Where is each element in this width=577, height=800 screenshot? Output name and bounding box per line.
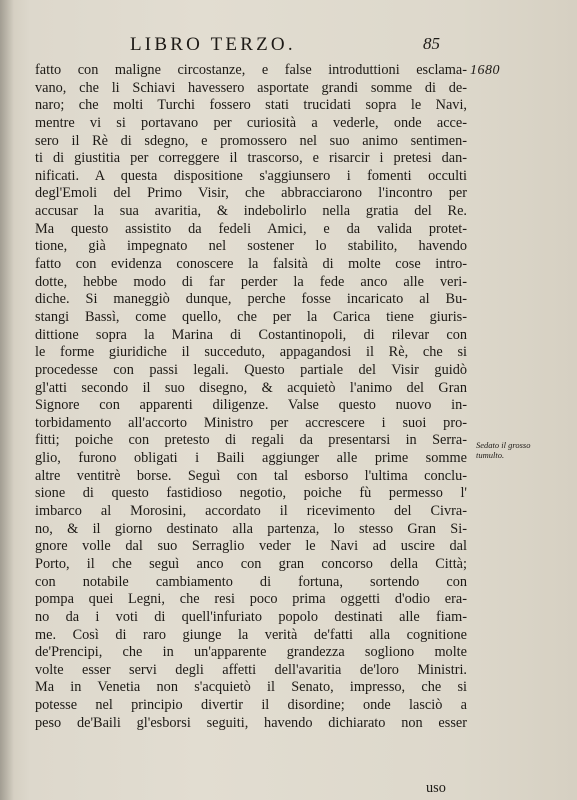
text-line: sero il Rè di sdegno, e promossero nel suo animo sentimen- [35,132,467,149]
page-header [100,34,440,56]
text-line: stangi Bassì, come quello, che per la Carica tiene giuris- [35,308,467,325]
running-title: LIBRO TERZO. [130,34,296,55]
text-line: peso de'Baili gl'esborsi seguiti, havendo dichiarato non esser [35,714,467,731]
text-line: naro; che molti Turchi fossero stati trucidati sopra le Navi, [35,97,467,114]
body-text [35,62,467,732]
text-line: vano, che li Schiavi havessero asportate grandi somme di de- [35,79,467,96]
text-line: no da i voti di quell'infuriato popolo destinati alle fiam- [35,608,467,625]
text-line: mentre vi si portavano per curiosità a vederle, onde acce- [35,114,467,131]
catchword: uso [426,780,446,796]
text-line: gl'atti secondo il suo disegno, & acquietò l'animo del Gran [35,379,467,396]
text-line: dittione sopra la Marina di Costantinopoli, di rilevar con [35,326,467,343]
text-line: gnore volle dal suo Serraglio veder le Navi ad uscire dal [35,538,467,555]
page-number: 85 [423,34,440,53]
text-line: le forme giuridiche il succeduto, appagandosi il Rè, che si [35,344,467,361]
text-line: Ma questo assistito da fedeli Amici, e da valida protet- [35,220,467,237]
text-line: ti di giustitia per correggere il trascorso, e risarcir i pretesi dan- [35,150,467,167]
text-line: tione, già impegnato nel sostener lo stabilito, havendo [35,238,467,255]
text-line: de'Prencipi, che in un'apparente grandezza sogliono molte [35,644,467,661]
text-line: Porto, il che seguì anco con gran concorso della Città; [35,555,467,572]
text-line: torbidamento all'accorto Ministro per accrescere i suoi pro- [35,414,467,431]
text-line: procedesse con passi legali. Questo partiale del Visir guidò [35,361,467,378]
text-line: fatto con maligne circostanze, e false introduttioni esclama- [35,62,467,78]
text-line: pompa quei Legni, che resi poco prima oggetti d'odio era- [35,591,467,608]
text-line: Ma in Venetia non s'acquietò il Senato, impresso, che si [35,679,467,696]
text-line: imbarco al Morosini, accordato il ricevimento del Civra- [35,503,467,520]
text-line: fatto con evidenza conoscere la falsità di molte cose intro- [35,256,467,273]
margin-note: Sedato il grosso tumulto. [476,440,531,460]
text-line: nificati. A questa dispositione s'aggiunsero i fomenti occulti [35,167,467,184]
text-line: fitti; poiche con pretesto di regali da presentarsi in Serra- [35,432,467,449]
text-line: accusar la sua avaritia, & indebolirlo nella gratia del Re. [35,203,467,220]
text-line: potesse nel principio divertir il disordine; onde lasciò a [35,697,467,714]
text-line: me. Così di raro giunge la verità de'fatti alla cognitione [35,626,467,643]
text-line: diche. Si maneggiò dunque, perche fosse incaricato al Bu- [35,291,467,308]
text-line: volte esser servi degli affetti dell'avaritia de'loro Ministri. [35,661,467,678]
text-line: sione di questo fastidioso negotio, poiche fù permesso l' [35,485,467,502]
text-line: no, & il giorno destinato alla partenza, lo stesso Gran Si- [35,520,467,537]
text-line: degl'Emoli del Primo Visir, che abbracciarono l'incontro per [35,185,467,202]
text-line: glio, furono obligati i Baili aggiunger alle prime somme [35,450,467,467]
margin-year: 1680 [470,63,500,78]
text-line: con notabile cambiamento di fortuna, sortendo con [35,573,467,590]
text-line: Signore con apparenti diligenze. Valse questo nuovo in- [35,397,467,414]
text-line: dotte, hebbe modo di far perder la fede anco alle veri- [35,273,467,290]
text-line: altre ventitrè borse. Seguì con tal esborso l'ultima conclu- [35,467,467,484]
